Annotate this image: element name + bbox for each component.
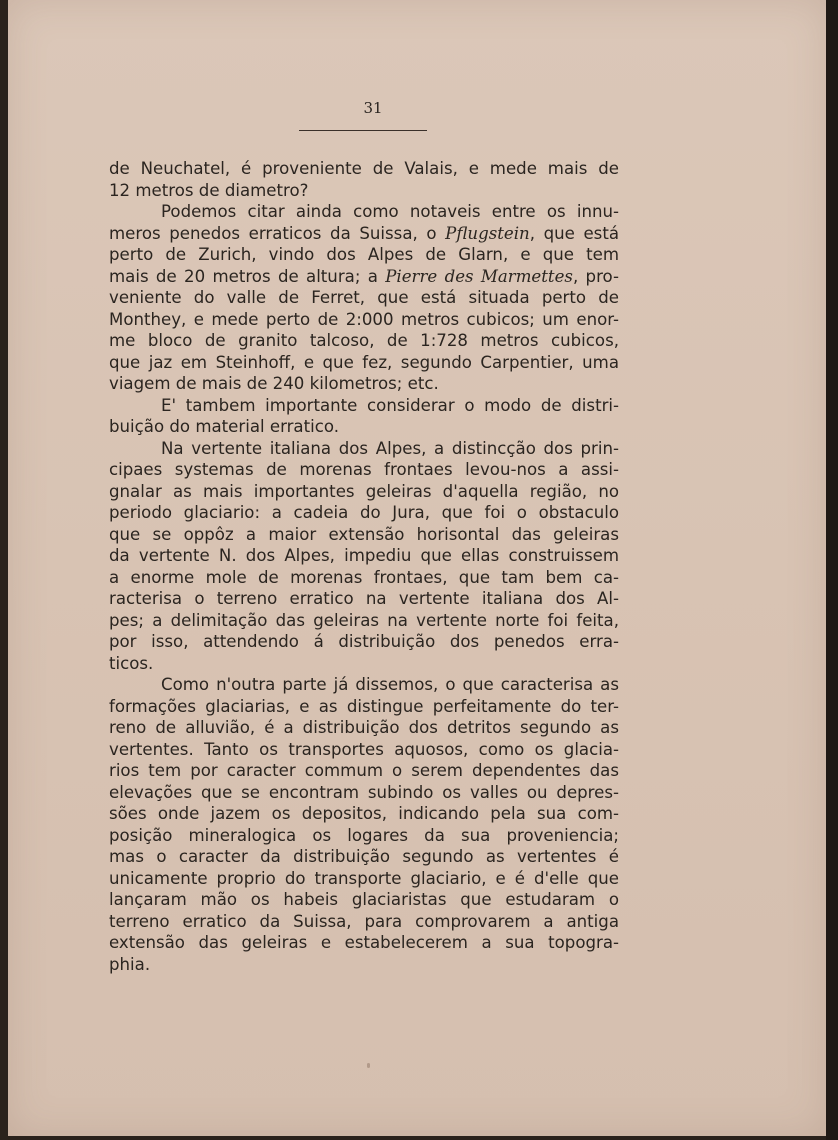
text-line [109,309,619,331]
text-line [109,244,619,266]
text-line [109,653,619,675]
text-line [109,481,619,503]
text-line-content: lançaram mão os habeis glaciaristas que estudaram o [109,890,619,909]
header-rule [299,130,427,131]
text-line [109,459,619,481]
text-line [109,954,619,976]
text-line-content: que se oppôz a maior extensão horisontal das geleiras [109,524,619,544]
text-line [109,911,619,933]
text-line [109,524,619,546]
text-line [109,287,619,309]
text-line [109,782,619,804]
text-line [109,610,619,632]
text-line [109,932,619,954]
text-line-content: racterisa o terreno erratico na vertente italiana dos Al- [109,589,619,608]
text-line-content: phia. [109,954,151,974]
text-line [109,868,619,890]
text-line-content: gnalar as mais importantes geleiras d'aquella região, no [109,481,619,501]
text-line-content: da vertente N. dos Alpes, impediu que ellas construissem [109,546,619,565]
text-line-content: formações glaciarias, e as distingue perfeitamente do ter- [109,696,619,716]
text-line-content: a enorme mole de morenas frontaes, que tam bem ca- [109,567,619,587]
text-line-tail: , pro- [572,266,619,286]
text-line [109,223,619,245]
text-line [109,545,619,567]
text-line-content: vertentes. Tanto os transportes aquosos, como os glacia- [109,739,619,759]
text-line-content: Na vertente italiana dos Alpes, a distincção dos prin- [161,438,619,458]
text-line [109,631,619,653]
text-line-content: Como n'outra parte já dissemos, o que caracterisa as [161,675,619,694]
text-line [109,158,619,180]
text-line [109,739,619,761]
body-text [109,158,619,975]
book-page [8,0,826,1136]
text-line-content: extensão das geleiras e estabelecerem a sua topogra- [109,933,619,952]
text-line [109,330,619,352]
text-line-content: unicamente proprio do transporte glaciario, e é d'elle que [109,868,619,888]
text-line [109,266,619,288]
text-line-content: viagem de mais de 240 kilometros; etc. [109,374,439,393]
text-line-content: posição mineralogica os logares da sua proveniencia; [109,825,619,845]
text-line-content: terreno erratico da Suissa, para comprovarem a antiga [109,911,619,931]
italic-term: Pflugstein [445,223,530,243]
text-line-content: mais de 20 metros de altura; a [109,266,386,286]
text-line [109,803,619,825]
text-line-content: perto de Zurich, vindo dos Alpes de Glarn, e que tem [109,245,619,264]
text-line-content: Monthey, e mede perto de 2:000 metros cubicos; um enor- [109,309,619,329]
text-line-content: cipaes systemas de morenas frontaes levou-nos a assi- [109,460,619,479]
text-line-content: E' tambem importante considerar o modo de distri- [161,395,619,415]
text-line-content: veniente do valle de Ferret, que está situada perto de [109,288,619,307]
text-line-content: mas o caracter da distribuição segundo as vertentes é [109,847,619,866]
text-line-content: pes; a delimitação das geleiras na vertente norte foi feita, [109,610,619,630]
text-line-content: de Neuchatel, é proveniente de Valais, e mede mais de [109,159,619,178]
page-number: 31 [363,99,383,117]
text-line [109,846,619,868]
text-line-content: elevações que se encontram subindo os valles ou depres- [109,782,619,802]
text-line-content: Podemos citar ainda como notaveis entre os innu- [161,202,619,221]
text-line [109,373,619,395]
text-line-content: que jaz em Steinhoff, e que fez, segundo Carpentier, uma [109,352,619,372]
text-line [109,352,619,374]
text-line-content: periodo glaciario: a cadeia do Jura, que foi o obstaculo [109,503,619,522]
text-line [109,696,619,718]
text-line [109,180,619,202]
text-line-tail: , que está [529,223,619,243]
text-line [109,889,619,911]
text-line [109,201,619,223]
scan-edge [826,0,838,1140]
text-line-content: 12 metros de diametro? [109,180,309,200]
text-line [109,567,619,589]
text-line [109,825,619,847]
text-line-content: rios tem por caracter commum o serem dependentes das [109,761,619,780]
paper-speck [367,1063,370,1068]
text-line-content: reno de alluvião, é a distribuição dos detritos segundo as [109,718,619,737]
text-line [109,395,619,417]
text-line [109,760,619,782]
text-line [109,438,619,460]
text-line [109,674,619,696]
text-line [109,717,619,739]
text-line-content: me bloco de granito talcoso, de 1:728 metros cubicos, [109,331,619,350]
italic-term: Pierre des Marmettes [385,266,573,286]
text-line-content: sões onde jazem os depositos, indicando pela sua com- [109,804,619,823]
text-line [109,588,619,610]
text-line-content: buição do material erratico. [109,417,339,436]
text-line [109,502,619,524]
text-line-content: ticos. [109,653,154,673]
text-line [109,416,619,438]
text-line-content: meros penedos erraticos da Suissa, o [109,223,446,243]
text-line-content: por isso, attendendo á distribuição dos penedos erra- [109,632,619,651]
